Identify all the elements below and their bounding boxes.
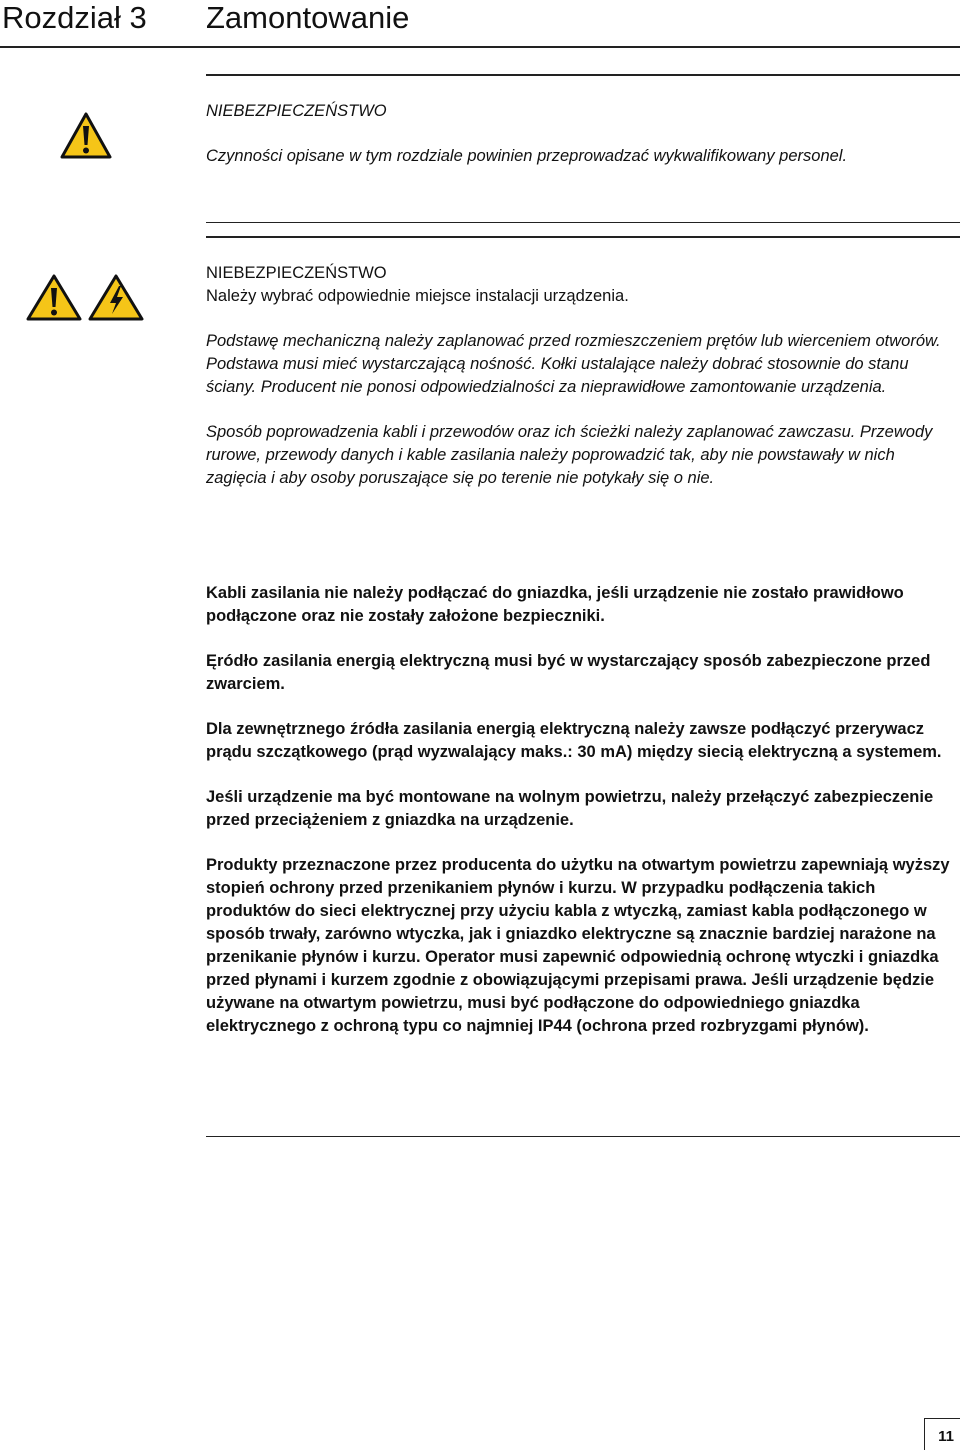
danger2-top-rule [206,236,960,238]
chapter-title: Zamontowanie [206,0,410,35]
chapter-header [0,0,960,48]
danger2-italic-paragraph: Podstawę mechaniczną należy zaplanować przed rozmieszczeniem prętów lub wierceniem otworów. Podstawa musi mieć wystarczającą nośność. Kołki ustalające należy dobrać stosownie do stanu ściany. Producent nie ponosi odpowiedzialności za nieprawidłowe zamontowanie urządzenia. [206,332,941,396]
warning-triangle-icon [26,274,82,322]
danger2-bold-paragraph: Kabli zasilania nie należy podłączać do gniazdka, jeśli urządzenie nie zostało prawidłowo podłączone oraz nie zostały założone bezpieczniki. [206,584,904,625]
page-number: 11 [938,1428,954,1445]
danger1-bottom-rule [206,222,960,223]
danger1-block [206,100,958,168]
electrical-hazard-icon [88,274,144,322]
danger1-text: Czynności opisane w tym rozdziale powinien przeprowadzać wykwalifikowany personel. [206,147,848,165]
danger2-bold-paragraph: Ęródło zasilania energią elektryczną musi być w wystarczający sposób zabezpieczone przed zwarciem. [206,652,931,693]
danger2-bold-paragraph: Jeśli urządzenie ma być montowane na wolnym powietrzu, należy przełączyć zabezpieczenie przed przeciążeniem z gniazdka na urządzenie. [206,788,934,829]
danger2-intro: Należy wybrać odpowiednie miejsce instalacji urządzenia. [206,287,629,305]
danger2-bottom-rule [206,1136,960,1137]
danger2-italic-paragraphs [206,330,958,490]
danger2-italic-paragraph: Sposób poprowadzenia kabli i przewodów oraz ich ścieżki należy zaplanować zawczasu. Przewody rurowe, przewody danych i kable zasilania należy poprowadzić tak, aby nie powstawały w nich zagięcia i aby osoby poruszające się po terenie nie potykały się o nie. [206,423,933,487]
warning-triangle-icon [60,112,112,160]
danger2-bold-paragraph: Produkty przeznaczone przez producenta do użytku na otwartym powietrzu zapewniają wyższy stopień ochrony przed przenikaniem płynów i kurzu. W przypadku podłączenia takich produktów do sieci elektrycznej przy użyciu kabla z wtyczką, zamiast kabla podłączonego w sposób trwały, zarówno wtyczka, jak i gniazdko elektryczne są znacznie bardziej narażone na przenikanie płynów i kurzu. Operator musi zapewnić odpowiednią ochronę wtyczki i gniazdka przed płynami i kurzem zgodnie z obowiązującymi przepisami prawa. Jeśli urządzenie będzie używane na otwartym powietrzu, musi być podłączone do odpowiedniego gniazdka elektrycznego z ochroną typu co najmniej IP44 (ochrona przed rozbryzgami płynów). [206,856,950,1035]
danger1-top-rule [206,74,960,76]
danger2-block [206,262,958,308]
chapter-label: Rozdział 3 [2,0,147,35]
danger2-bold-paragraph: Dla zewnętrznego źródła zasilania energią elektryczną należy zawsze podłączyć przerywacz prądu szczątkowego (prąd wyzwalający maks.: 30 mA) między siecią elektryczną a systemem. [206,720,942,761]
danger2-heading: NIEBEZPIECZEŃSTWO [206,264,387,282]
danger2-bold-paragraphs [206,582,958,1038]
danger1-heading: NIEBEZPIECZEŃSTWO [206,102,387,120]
